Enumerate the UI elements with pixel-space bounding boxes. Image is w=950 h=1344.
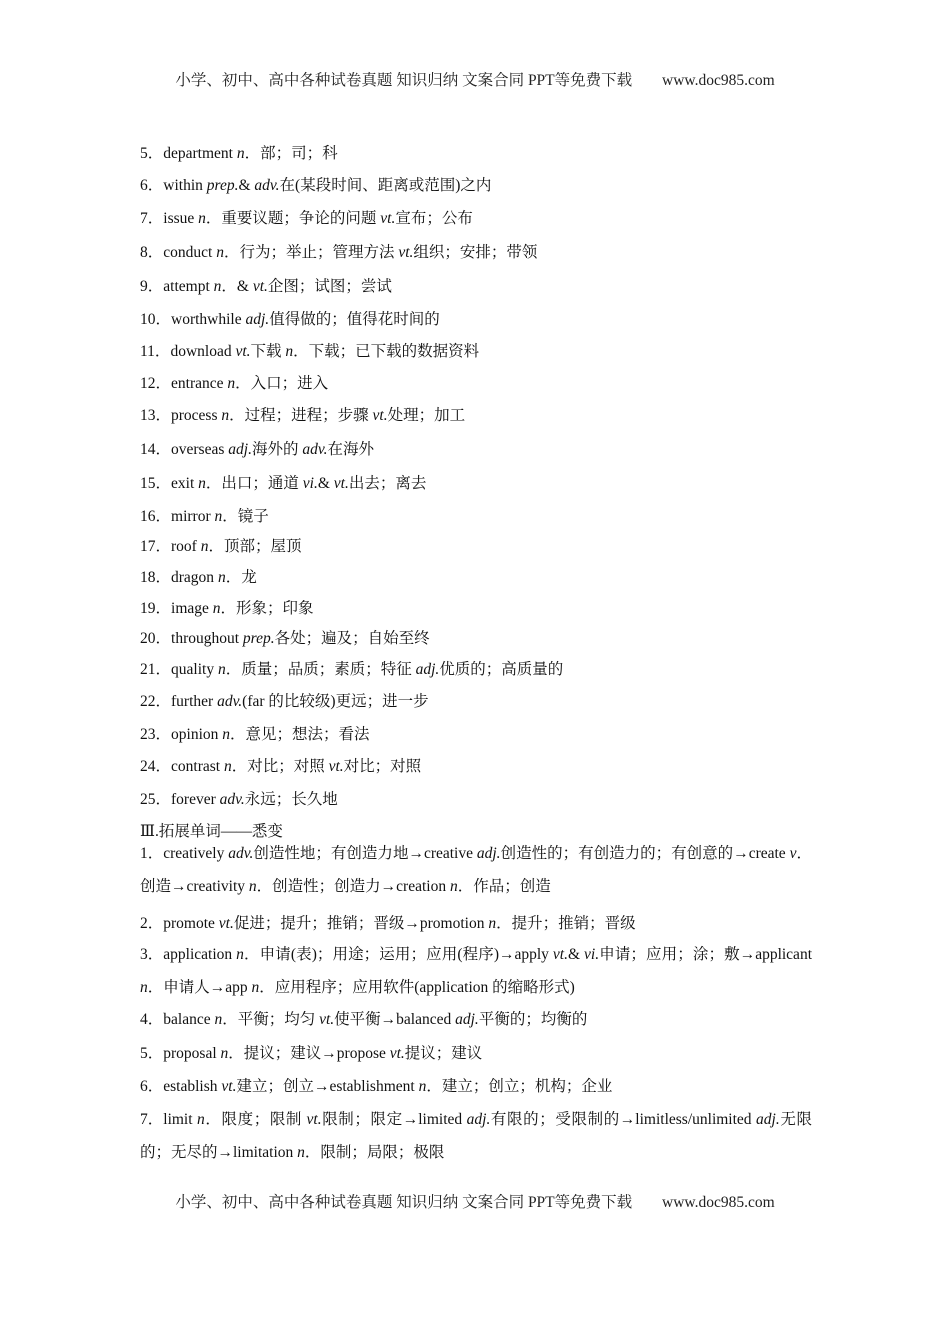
entry-text: creatively bbox=[163, 845, 229, 862]
part-of-speech: n bbox=[221, 407, 230, 424]
entry-text: within bbox=[163, 177, 207, 194]
part-of-speech: adv. bbox=[302, 441, 328, 458]
entry-text: department bbox=[163, 145, 237, 162]
item-number: 1． bbox=[140, 845, 164, 862]
list-item bbox=[140, 507, 269, 527]
entry-text: ．作品；创造 bbox=[457, 878, 551, 895]
page-footer bbox=[0, 1190, 950, 1212]
entry-text: overseas bbox=[171, 441, 229, 458]
entry-text: & bbox=[317, 475, 334, 492]
item-number: 10． bbox=[140, 311, 172, 328]
entry-text: ．创造→creativity bbox=[140, 845, 812, 895]
list-item bbox=[140, 938, 812, 1004]
part-of-speech: vt. bbox=[380, 210, 396, 227]
entry-text: forever bbox=[171, 791, 220, 808]
part-of-speech: vt. bbox=[552, 946, 568, 963]
entry-text: establish bbox=[163, 1078, 222, 1095]
entry-text: ．申请(表)；用途；运用；应用(程序)→apply bbox=[243, 946, 553, 963]
entry-text: 建立；创立→establishment bbox=[236, 1078, 419, 1095]
entry-text: 促进；提升；推销；晋级→promotion bbox=[233, 915, 489, 932]
entry-text: 对比；对照 bbox=[343, 758, 422, 775]
part-of-speech: adv. bbox=[228, 845, 254, 862]
list-item bbox=[140, 209, 473, 229]
list-item bbox=[140, 474, 426, 494]
footer-text: 小学、初中、高中各种试卷真题 知识归纳 文案合同 PPT等免费下载 bbox=[175, 1194, 633, 1211]
part-of-speech: adj. bbox=[455, 1011, 479, 1028]
part-of-speech: n bbox=[214, 1011, 223, 1028]
part-of-speech: n bbox=[217, 569, 226, 586]
entry-text: contrast bbox=[171, 758, 224, 775]
entry-text: dragon bbox=[171, 569, 218, 586]
entry-text: roof bbox=[171, 538, 201, 555]
part-of-speech: vi. bbox=[584, 946, 600, 963]
item-number: 20． bbox=[140, 630, 172, 647]
item-number: 7． bbox=[140, 1111, 164, 1128]
item-number: 19． bbox=[140, 600, 172, 617]
item-number: 13． bbox=[140, 407, 172, 424]
entry-text: ．创造性；创造力→creation bbox=[256, 878, 450, 895]
entry-text: mirror bbox=[171, 508, 215, 525]
item-number: 6． bbox=[140, 177, 164, 194]
part-of-speech: adj. bbox=[756, 1111, 780, 1128]
item-number: 9． bbox=[140, 278, 164, 295]
item-number: 5． bbox=[140, 1045, 164, 1062]
part-of-speech: n bbox=[197, 1111, 205, 1128]
list-item bbox=[140, 374, 328, 394]
entry-text: 海外的 bbox=[251, 441, 303, 458]
page-header bbox=[0, 68, 950, 90]
list-item bbox=[140, 277, 392, 297]
entry-text: 在海外 bbox=[327, 441, 374, 458]
entry-text: 申请；应用；涂；敷→applicant bbox=[599, 946, 812, 963]
part-of-speech: vt. bbox=[252, 278, 268, 295]
part-of-speech: n bbox=[227, 375, 236, 392]
entry-text: 各处；遍及；自始至终 bbox=[274, 630, 430, 647]
list-item bbox=[140, 406, 465, 426]
entry-text: 下载 bbox=[250, 343, 286, 360]
part-of-speech: n bbox=[297, 1144, 305, 1161]
entry-text: ．意见；想法；看法 bbox=[230, 726, 370, 743]
entry-text: promote bbox=[163, 915, 219, 932]
part-of-speech: n bbox=[251, 979, 260, 996]
part-of-speech: n bbox=[236, 946, 244, 963]
entry-text: exit bbox=[171, 475, 199, 492]
list-item bbox=[140, 599, 314, 619]
entry-text: application bbox=[163, 946, 237, 963]
list-item bbox=[140, 692, 429, 712]
entry-text: opinion bbox=[171, 726, 223, 743]
item-number: 12． bbox=[140, 375, 172, 392]
entry-text: quality bbox=[171, 661, 218, 678]
part-of-speech: n bbox=[248, 878, 257, 895]
entry-text: ．申请人→app bbox=[147, 979, 252, 996]
part-of-speech: n bbox=[223, 758, 232, 775]
part-of-speech: adv. bbox=[217, 693, 243, 710]
part-of-speech: vt. bbox=[328, 758, 344, 775]
entry-text: worthwhile bbox=[171, 311, 246, 328]
list-item bbox=[140, 914, 636, 934]
list-item bbox=[140, 629, 430, 649]
section-title: Ⅲ.拓展单词——悉变 bbox=[140, 823, 283, 840]
entry-text: throughout bbox=[171, 630, 243, 647]
entry-text: download bbox=[170, 343, 236, 360]
entry-text: ．限度；限制 bbox=[204, 1111, 307, 1128]
item-number: 18． bbox=[140, 569, 172, 586]
entry-text: ．& bbox=[221, 278, 253, 295]
entry-text: 永远；长久地 bbox=[244, 791, 338, 808]
part-of-speech: adj. bbox=[415, 661, 440, 678]
item-number: 11． bbox=[140, 343, 171, 360]
part-of-speech: n bbox=[222, 726, 231, 743]
list-item bbox=[140, 440, 374, 460]
list-item bbox=[140, 568, 257, 588]
entry-text: ．平衡；均匀 bbox=[222, 1011, 320, 1028]
item-number: 5． bbox=[140, 145, 164, 162]
item-number: 22． bbox=[140, 693, 172, 710]
entry-text: 组织；安排；带领 bbox=[413, 244, 538, 261]
entry-text: 使平衡→balanced bbox=[334, 1011, 456, 1028]
item-number: 25． bbox=[140, 791, 172, 808]
entry-text: ．限制；局限；极限 bbox=[304, 1144, 445, 1161]
part-of-speech: adv. bbox=[254, 177, 280, 194]
entry-text: ．行为；举止；管理方法 bbox=[223, 244, 399, 261]
part-of-speech: vt. bbox=[306, 1111, 322, 1128]
part-of-speech: n bbox=[217, 661, 226, 678]
part-of-speech: adj. bbox=[228, 441, 252, 458]
part-of-speech: n bbox=[216, 244, 224, 261]
entry-text: 平衡的；均衡的 bbox=[478, 1011, 588, 1028]
entry-text: balance bbox=[163, 1011, 215, 1028]
entry-text: attempt bbox=[163, 278, 214, 295]
entry-text: 创造性地；有创造力地→creative bbox=[253, 845, 477, 862]
entry-text: 企图；试图；尝试 bbox=[267, 278, 392, 295]
header-text: 小学、初中、高中各种试卷真题 知识归纳 文案合同 PPT等免费下载 bbox=[175, 72, 633, 89]
entry-text: image bbox=[171, 600, 213, 617]
entry-text: proposal bbox=[163, 1045, 221, 1062]
item-number: 24． bbox=[140, 758, 172, 775]
part-of-speech: n bbox=[214, 508, 223, 525]
list-item bbox=[140, 1044, 482, 1064]
list-item bbox=[140, 1103, 812, 1169]
item-number: 16． bbox=[140, 508, 172, 525]
entry-text: ．应用程序；应用软件(application 的缩略形式) bbox=[259, 979, 575, 996]
entry-text: (far 的比较级)更远；进一步 bbox=[242, 693, 429, 710]
part-of-speech: n bbox=[198, 210, 206, 227]
part-of-speech: n bbox=[213, 278, 222, 295]
item-number: 6． bbox=[140, 1078, 164, 1095]
list-item bbox=[140, 537, 301, 557]
entry-text: ．出口；通道 bbox=[205, 475, 303, 492]
entry-text: ．下载；已下载的数据资料 bbox=[293, 343, 480, 360]
part-of-speech: vt. bbox=[319, 1011, 335, 1028]
entry-text: ．过程；进程；步骤 bbox=[229, 407, 373, 424]
item-number: 8． bbox=[140, 244, 164, 261]
part-of-speech: vt. bbox=[235, 343, 251, 360]
entry-text: 有限的；受限制的→limitless/unlimited bbox=[490, 1111, 757, 1128]
list-item bbox=[140, 310, 440, 330]
list-item bbox=[140, 176, 491, 196]
entry-text: ．提议；建议→propose bbox=[228, 1045, 390, 1062]
part-of-speech: n bbox=[198, 475, 206, 492]
list-item bbox=[140, 660, 563, 680]
entry-text: ．龙 bbox=[225, 569, 257, 586]
item-number: 15． bbox=[140, 475, 172, 492]
entry-text: 限制；限定→limited bbox=[321, 1111, 467, 1128]
part-of-speech: vt. bbox=[389, 1045, 405, 1062]
part-of-speech: vt. bbox=[218, 915, 234, 932]
entry-text: 创造性的；有创造力的；有创意的→create bbox=[500, 845, 790, 862]
entry-text: ．提升；推销；晋级 bbox=[496, 915, 636, 932]
entry-text: entrance bbox=[171, 375, 228, 392]
list-item bbox=[140, 144, 338, 164]
entry-text: ．质量；品质；素质；特征 bbox=[225, 661, 416, 678]
entry-text: ．入口；进入 bbox=[235, 375, 329, 392]
entry-text: & bbox=[238, 177, 255, 194]
entry-text: conduct bbox=[163, 244, 217, 261]
part-of-speech: prep. bbox=[242, 630, 275, 647]
entry-text: issue bbox=[163, 210, 199, 227]
entry-text: 提议；建议 bbox=[404, 1045, 483, 1062]
item-number: 14． bbox=[140, 441, 172, 458]
entry-text: 优质的；高质量的 bbox=[439, 661, 564, 678]
item-number: 2． bbox=[140, 915, 164, 932]
part-of-speech: adj. bbox=[476, 845, 501, 862]
part-of-speech: vt. bbox=[398, 244, 414, 261]
entry-text: ．重要议题；争论的问题 bbox=[205, 210, 381, 227]
entry-text: & bbox=[567, 946, 585, 963]
list-item bbox=[140, 837, 812, 903]
item-number: 21． bbox=[140, 661, 172, 678]
entry-text: 无限的；无尽的→limitation bbox=[140, 1111, 812, 1161]
part-of-speech: n bbox=[488, 915, 497, 932]
part-of-speech: v bbox=[789, 845, 797, 862]
list-item bbox=[140, 342, 479, 362]
part-of-speech: prep. bbox=[206, 177, 239, 194]
footer-url: www.doc985.com bbox=[662, 1194, 775, 1211]
entry-text: ．建立；创立；机构；企业 bbox=[426, 1078, 613, 1095]
list-item bbox=[140, 243, 537, 263]
part-of-speech: adj. bbox=[245, 311, 270, 328]
entry-text: 处理；加工 bbox=[387, 407, 466, 424]
part-of-speech: n bbox=[236, 145, 245, 162]
header-url: www.doc985.com bbox=[662, 72, 775, 89]
part-of-speech: n bbox=[140, 979, 148, 996]
entry-text: 在(某段时间、距离或范围)之内 bbox=[279, 177, 492, 194]
entry-text: ．镜子 bbox=[222, 508, 269, 525]
list-item bbox=[140, 757, 421, 777]
entry-text: ．部；司；科 bbox=[244, 145, 338, 162]
item-number: 23． bbox=[140, 726, 172, 743]
part-of-speech: adv. bbox=[219, 791, 245, 808]
list-item bbox=[140, 725, 370, 745]
part-of-speech: n bbox=[449, 878, 458, 895]
part-of-speech: vt. bbox=[372, 407, 388, 424]
entry-text: ．形象；印象 bbox=[220, 600, 314, 617]
part-of-speech: n bbox=[285, 343, 294, 360]
entry-text: ．顶部；屋顶 bbox=[208, 538, 302, 555]
item-number: 4． bbox=[140, 1011, 164, 1028]
entry-text: 值得做的；值得花时间的 bbox=[269, 311, 440, 328]
entry-text: limit bbox=[163, 1111, 198, 1128]
part-of-speech: n bbox=[418, 1078, 427, 1095]
entry-text: process bbox=[171, 407, 222, 424]
part-of-speech: vt. bbox=[333, 475, 349, 492]
entry-text: further bbox=[171, 693, 218, 710]
part-of-speech: n bbox=[212, 600, 221, 617]
part-of-speech: n bbox=[200, 538, 209, 555]
part-of-speech: n bbox=[220, 1045, 229, 1062]
entry-text: ．对比；对照 bbox=[231, 758, 329, 775]
item-number: 7． bbox=[140, 210, 164, 227]
part-of-speech: adj. bbox=[466, 1111, 491, 1128]
entry-text: 出去；离去 bbox=[348, 475, 427, 492]
list-item bbox=[140, 1010, 587, 1030]
list-item bbox=[140, 1077, 612, 1097]
list-item bbox=[140, 790, 338, 810]
part-of-speech: vt. bbox=[221, 1078, 237, 1095]
item-number: 17． bbox=[140, 538, 172, 555]
part-of-speech: vi. bbox=[302, 475, 318, 492]
item-number: 3． bbox=[140, 946, 164, 963]
entry-text: 宣布；公布 bbox=[395, 210, 473, 227]
